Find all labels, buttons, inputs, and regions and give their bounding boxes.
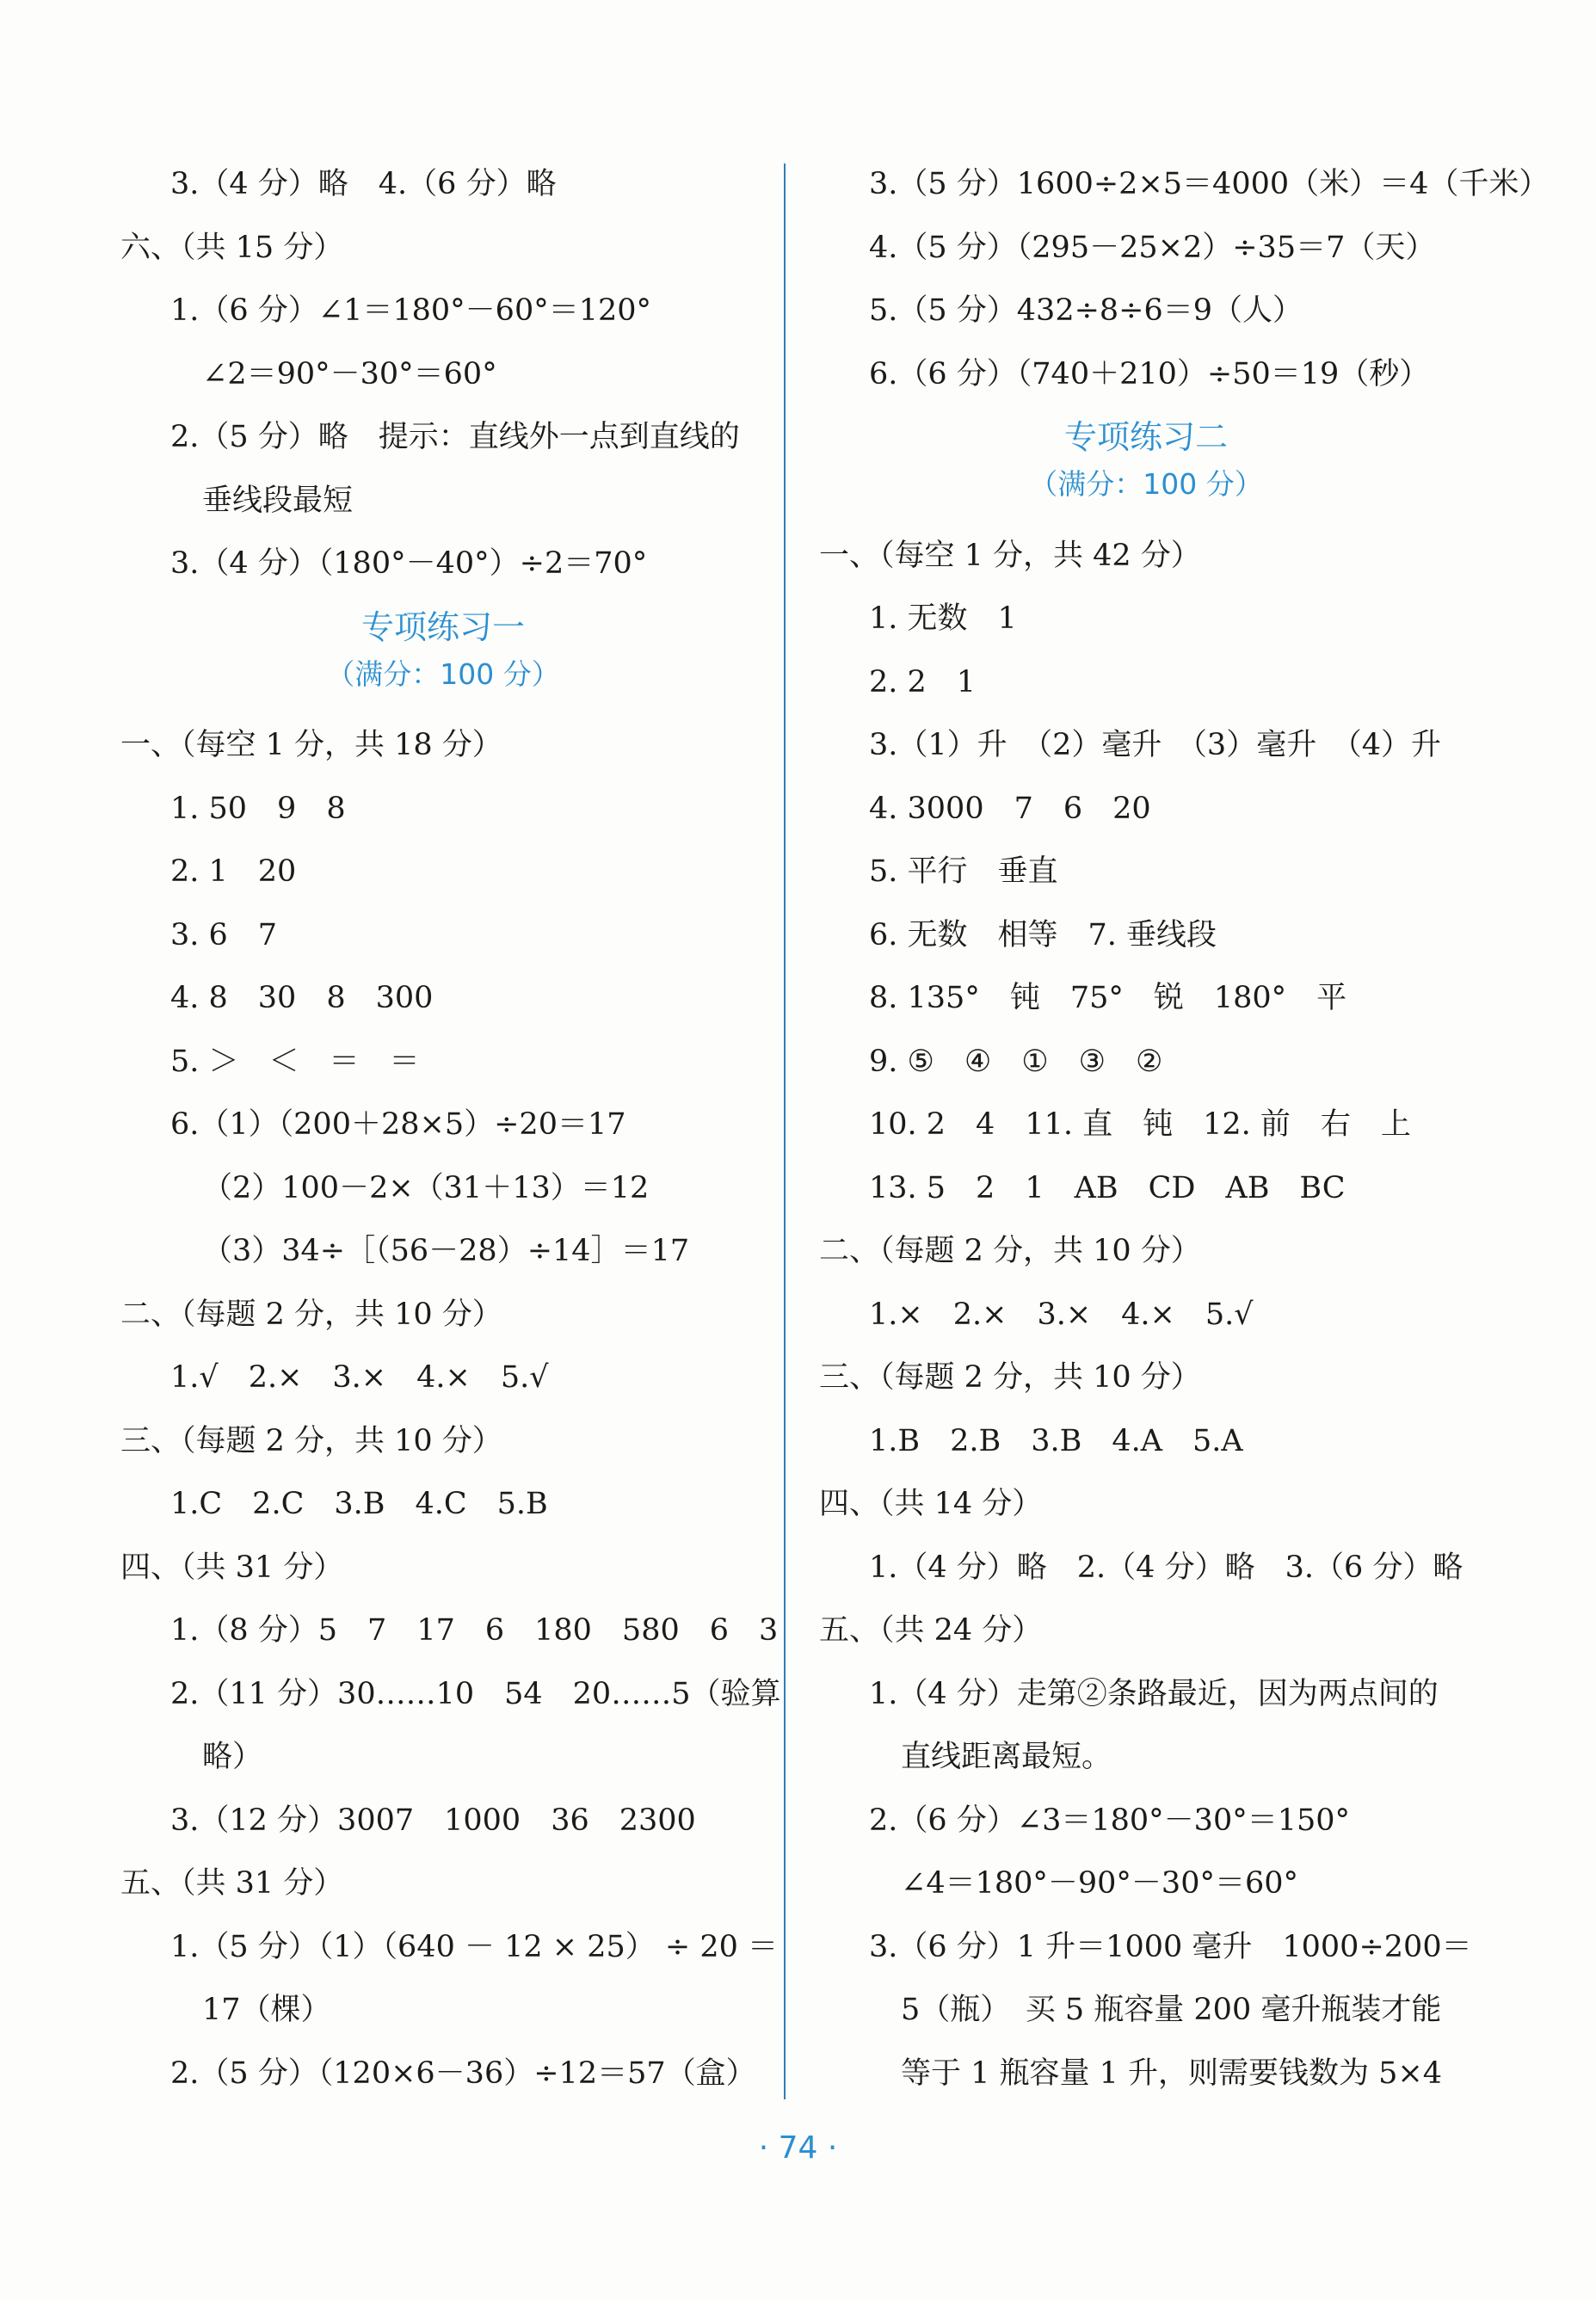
answer-line: 6.（6 分）（740＋210）÷50＝19（秒） xyxy=(869,356,1430,391)
answer-line: 5（瓶） 买 5 瓶容量 200 毫升瓶装才能 xyxy=(901,1993,1442,2027)
question-heading: 四、（共 31 分） xyxy=(120,1550,344,1585)
answer-line: （2）100－2×（31＋13）＝12 xyxy=(202,1170,650,1205)
question-heading: 三、（每题 2 分，共 10 分） xyxy=(120,1423,502,1458)
question-heading: 二、（每题 2 分，共 10 分） xyxy=(819,1234,1201,1268)
answer-line: （3）34÷［（56－28）÷14］＝17 xyxy=(202,1234,690,1268)
column-divider xyxy=(784,163,786,2099)
question-heading: 五、（共 24 分） xyxy=(819,1613,1043,1648)
answer-line: 1.（5 分）（1）（640 － 12 × 25） ÷ 20 ＝ xyxy=(170,1929,778,1964)
answer-line: 3.（5 分）1600÷2×5＝4000（米）＝4（千米） xyxy=(869,167,1550,201)
answer-line: 2.（11 分）30……10 54 20……5（验算 xyxy=(170,1676,781,1711)
answer-line: 垂线段最短 xyxy=(202,483,354,518)
answer-line: 1.× 2.× 3.× 4.× 5.√ xyxy=(869,1297,1254,1332)
answer-line: 1. 无数 1 xyxy=(869,601,1017,636)
answer-line: 3.（12 分）3007 1000 36 2300 xyxy=(170,1803,696,1838)
answer-line: 10. 2 4 11. 直 钝 12. 前 右 上 xyxy=(869,1107,1411,1142)
answer-line: ∠4＝180°－90°－30°＝60° xyxy=(901,1866,1299,1901)
answer-line: 2.（5 分）略 提示：直线外一点到直线的 xyxy=(170,420,740,454)
answer-line: 17（棵） xyxy=(202,1993,331,2027)
answer-line: 2.（5 分）（120×6－36）÷12＝57（盒） xyxy=(170,2056,756,2091)
answer-line: 8. 135° 钝 75° 锐 180° 平 xyxy=(869,981,1347,1015)
section-subtitle: （满分：100 分） xyxy=(326,656,560,691)
question-heading: 五、（共 31 分） xyxy=(120,1866,344,1901)
answer-line: 2. 2 1 xyxy=(869,664,977,700)
question-heading: 六、（共 15 分） xyxy=(120,230,344,265)
question-heading: 四、（共 14 分） xyxy=(819,1487,1043,1521)
section-title: 专项练习一 xyxy=(360,607,525,646)
answer-line: 2.（6 分）∠3＝180°－30°＝150° xyxy=(869,1803,1351,1838)
answer-line: 3. 6 7 xyxy=(170,917,278,952)
answer-line: 13. 5 2 1 AB CD AB BC xyxy=(869,1170,1346,1205)
answer-line: 1.（8 分）5 7 17 6 180 580 6 3 xyxy=(170,1613,779,1648)
answer-line: 1.（4 分）略 2.（4 分）略 3.（6 分）略 xyxy=(869,1550,1464,1585)
answer-line: 3.（4 分）略 4.（6 分）略 xyxy=(170,167,557,201)
answer-line: 直线距离最短。 xyxy=(901,1740,1112,1774)
answer-line: 1.（4 分）走第②条路最近，因为两点间的 xyxy=(869,1676,1439,1711)
right-column xyxy=(819,153,1550,2105)
answer-line: 3.（1）升 （2）毫升 （3）毫升 （4）升 xyxy=(869,728,1441,762)
question-heading: 三、（每题 2 分，共 10 分） xyxy=(819,1360,1201,1395)
page-number: · 74 · xyxy=(758,2130,838,2166)
answer-line: 5.（5 分）432÷8÷6＝9（人） xyxy=(869,293,1303,328)
question-heading: 一、（每空 1 分，共 42 分） xyxy=(819,538,1201,573)
section-title: 专项练习二 xyxy=(1063,418,1228,456)
answer-line: ∠2＝90°－30°＝60° xyxy=(202,356,497,391)
answer-line: 4. 8 30 8 300 xyxy=(170,981,434,1015)
answer-line: 4.（5 分）（295－25×2）÷35＝7（天） xyxy=(869,230,1436,265)
question-heading: 二、（每题 2 分，共 10 分） xyxy=(120,1297,502,1332)
left-column xyxy=(120,153,781,2105)
answer-line: 6. 无数 相等 7. 垂线段 xyxy=(869,917,1217,952)
answer-line: 2. 1 20 xyxy=(170,854,297,889)
answer-line: 略） xyxy=(202,1740,263,1774)
section-subtitle: （满分：100 分） xyxy=(1029,467,1263,501)
answer-line: 3.（4 分）（180°－40°）÷2＝70° xyxy=(170,546,648,581)
answer-line: 9. ⑤ ④ ① ③ ② xyxy=(869,1044,1163,1079)
answer-line: 1.C 2.C 3.B 4.C 5.B xyxy=(170,1487,548,1521)
answer-line: 1.B 2.B 3.B 4.A 5.A xyxy=(869,1423,1243,1458)
answer-line: 1.√ 2.× 3.× 4.× 5.√ xyxy=(170,1360,549,1395)
answer-line: 1. 50 9 8 xyxy=(170,791,346,826)
answer-line: 6.（1）（200＋28×5）÷20＝17 xyxy=(170,1107,626,1142)
answer-line: 5. 平行 垂直 xyxy=(869,854,1058,889)
answer-line: 4. 3000 7 6 20 xyxy=(869,791,1151,826)
answer-line: 5. ＞ ＜ ＝ ＝ xyxy=(170,1044,420,1079)
answer-line: 等于 1 瓶容量 1 升，则需要钱数为 5×4 xyxy=(901,2056,1443,2091)
answer-line: 1.（6 分）∠1＝180°－60°＝120° xyxy=(170,293,652,328)
answer-line: 3.（6 分）1 升＝1000 毫升 1000÷200＝ xyxy=(869,1929,1472,1964)
question-heading: 一、（每空 1 分，共 18 分） xyxy=(120,728,502,762)
